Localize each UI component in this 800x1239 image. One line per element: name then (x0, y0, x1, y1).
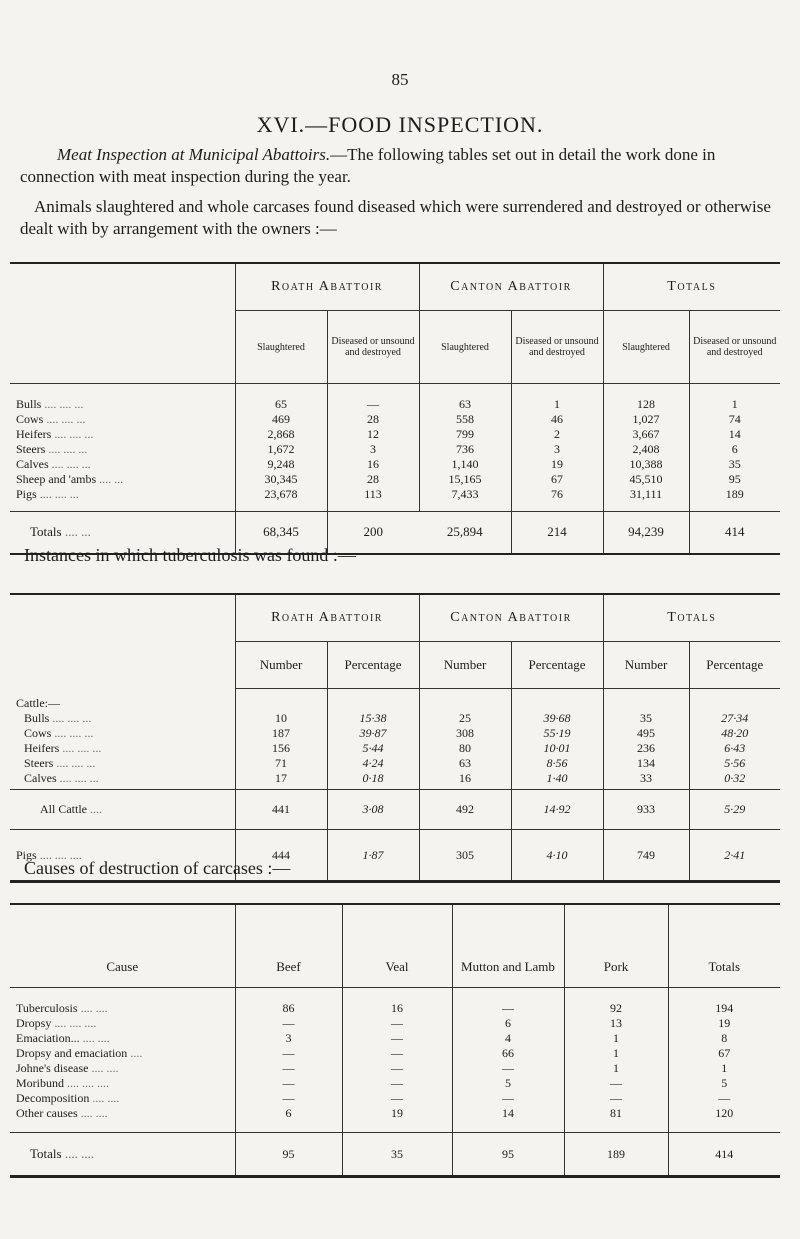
column-header: Slaughtered (603, 311, 689, 384)
cell: 414 (668, 1133, 780, 1177)
row-label: Totals .... .... (30, 1146, 95, 1161)
cell: 156 (235, 741, 327, 756)
table-corner (10, 594, 235, 689)
cell: 68,345 (235, 512, 327, 554)
cell: 17 (235, 771, 327, 786)
cell: 35 (603, 711, 689, 726)
row-label: Other causes .... .... (16, 1105, 108, 1120)
cell: 6 (235, 1106, 342, 1121)
cell: 63 (419, 756, 511, 771)
row-label: Dropsy .... .... .... (16, 1015, 97, 1030)
table-body (10, 384, 780, 512)
cell: 95 (689, 472, 780, 487)
cell: 67 (511, 472, 603, 487)
row-label: Decomposition .... .... (16, 1090, 120, 1105)
table-row (10, 741, 780, 756)
cell: 31,111 (603, 487, 689, 502)
row-label: Cows .... .... ... (16, 411, 86, 426)
row-label: Moribund .... .... .... (16, 1075, 109, 1090)
row-label: Dropsy and emaciation .... (16, 1045, 143, 1060)
group-header: Totals (603, 594, 780, 642)
cell: 189 (564, 1133, 668, 1177)
cell: 35 (689, 457, 780, 472)
section-heading: XVI.—FOOD INSPECTION. (256, 112, 544, 137)
cell: 94,239 (603, 512, 689, 554)
cell: 1 (564, 1061, 668, 1076)
table-row (10, 988, 780, 1016)
cell: 48·20 (689, 726, 780, 741)
cell: 8·56 (511, 756, 603, 771)
table-row (10, 1106, 780, 1121)
cell: 2·41 (689, 830, 780, 882)
cell: — (564, 1091, 668, 1106)
group-header: Canton Abattoir (419, 594, 603, 642)
column-header: Slaughtered (235, 311, 327, 384)
column-header: Cause (10, 904, 235, 988)
group-header: Roath Abattoir (235, 263, 419, 311)
cell: — (235, 1076, 342, 1091)
cell: 63 (419, 384, 511, 412)
cell: 134 (603, 756, 689, 771)
table-row (10, 442, 780, 457)
cell: — (342, 1016, 452, 1031)
table-row (10, 427, 780, 442)
cell: 80 (419, 741, 511, 756)
column-header: Diseased or unsound and destroyed (689, 311, 780, 384)
cell: 187 (235, 726, 327, 741)
cell: 469 (235, 412, 327, 427)
cell: — (452, 988, 564, 1016)
page-number: 85 (391, 70, 409, 89)
cell: 19 (511, 457, 603, 472)
row-label: Heifers .... .... ... (24, 740, 102, 755)
cell: 19 (668, 1016, 780, 1031)
cell: 441 (235, 790, 327, 830)
cell: 5·56 (689, 756, 780, 771)
cell: 7,433 (419, 487, 511, 502)
cell: 39·68 (511, 711, 603, 726)
row-label: Totals .... ... (30, 524, 91, 540)
cell: 13 (564, 1016, 668, 1031)
cell: 2,408 (603, 442, 689, 457)
cell: 189 (689, 487, 780, 502)
row-label: Calves .... .... ... (16, 456, 91, 471)
cell: 66 (452, 1046, 564, 1061)
slaughter-paragraph: Animals slaughtered and whole carcases found diseased which were surrendered and destroyed or otherwise dealt with by arrangement with the owners :— (20, 197, 771, 238)
cell: — (564, 1076, 668, 1091)
cell: 9,248 (235, 457, 327, 472)
cell: 5 (668, 1076, 780, 1091)
cell: 16 (327, 457, 419, 472)
group-header: Totals (603, 263, 780, 311)
cell: 16 (342, 988, 452, 1016)
cell: 28 (327, 412, 419, 427)
cell: 492 (419, 790, 511, 830)
cell: 305 (419, 830, 511, 882)
cell: 5·29 (689, 790, 780, 830)
all-cattle-row (10, 790, 780, 830)
cell: 14 (452, 1106, 564, 1121)
cell: 113 (327, 487, 419, 502)
destruction-caption: Causes of destruction of carcases :— (24, 858, 291, 878)
tuberculosis-caption: Instances in which tuberculosis was found :— (24, 545, 356, 565)
cell: — (327, 384, 419, 412)
cell: 76 (511, 487, 603, 502)
cell: — (342, 1076, 452, 1091)
cell: 45,510 (603, 472, 689, 487)
cell: 3 (327, 442, 419, 457)
cell: — (668, 1091, 780, 1106)
cell: 1,140 (419, 457, 511, 472)
table-row (10, 756, 780, 771)
causes-table (10, 903, 780, 1178)
cell: 0·18 (327, 771, 419, 786)
table-row (10, 1091, 780, 1106)
cell: 3,667 (603, 427, 689, 442)
section-row (10, 689, 780, 711)
cell: 6 (452, 1016, 564, 1031)
cell: 92 (564, 988, 668, 1016)
table-body (10, 988, 780, 1133)
cell: 4·24 (327, 756, 419, 771)
cell: 10,388 (603, 457, 689, 472)
row-label: Emaciation... .... .... (16, 1030, 110, 1045)
column-header: Veal (342, 904, 452, 988)
cell: 46 (511, 412, 603, 427)
cell: 35 (342, 1133, 452, 1177)
cell: 128 (603, 384, 689, 412)
column-header: Percentage (327, 642, 419, 689)
cell: 194 (668, 988, 780, 1016)
cell: 67 (668, 1046, 780, 1061)
table-row (10, 384, 780, 412)
cell: — (235, 1091, 342, 1106)
cell: 1 (564, 1031, 668, 1046)
cell: 25 (419, 711, 511, 726)
cell: 25,894 (446, 524, 483, 540)
cell: 6·43 (689, 741, 780, 756)
column-header: Number (235, 642, 327, 689)
group-header: Canton Abattoir (419, 263, 603, 311)
column-header: Pork (564, 904, 668, 988)
cell: 2 (511, 427, 603, 442)
cell: 16 (419, 771, 511, 786)
cell: 95 (235, 1133, 342, 1177)
cell: 1 (689, 384, 780, 412)
slaughter-table (10, 262, 780, 555)
table-row (10, 726, 780, 741)
cell: 3·08 (327, 790, 419, 830)
cell: 736 (419, 442, 511, 457)
cell: 33 (603, 771, 689, 786)
table-row (10, 771, 780, 786)
cell: 14 (689, 427, 780, 442)
cell: 3 (235, 1031, 342, 1046)
column-header: Totals (668, 904, 780, 988)
cell: 30,345 (235, 472, 327, 487)
table-row (10, 1031, 780, 1046)
intro-italic-title: Meat Inspection at Municipal Abattoirs. (57, 145, 331, 164)
intro-paragraph (20, 144, 780, 188)
table-row (10, 1076, 780, 1091)
table-row (10, 711, 780, 726)
row-label: Sheep and 'ambs .... ... (16, 471, 124, 486)
row-label: Cows .... .... ... (24, 725, 94, 740)
cell: 12 (327, 427, 419, 442)
column-header: Percentage (689, 642, 780, 689)
cell: 558 (419, 412, 511, 427)
cell: 1·87 (327, 830, 419, 882)
intro-text: —The following tables set out in detail the work done in connection with meat inspection during the year. (20, 145, 716, 186)
table-corner (10, 263, 235, 384)
cell: — (235, 1016, 342, 1031)
cell: 0·32 (689, 771, 780, 786)
section-label: Cattle:— (16, 695, 60, 710)
row-label: Bulls .... .... ... (16, 396, 84, 411)
cell: 27·34 (689, 711, 780, 726)
cell: 1 (564, 1046, 668, 1061)
cell: 23,678 (235, 487, 327, 502)
cell: 10·01 (511, 741, 603, 756)
cell: 414 (689, 512, 780, 554)
table-row (10, 412, 780, 427)
cell: 749 (603, 830, 689, 882)
cell: 1·40 (511, 771, 603, 786)
cell: 1,672 (235, 442, 327, 457)
cell: 200 (327, 512, 419, 554)
cell: 933 (603, 790, 689, 830)
cell: 14·92 (511, 790, 603, 830)
cell: — (342, 1091, 452, 1106)
cell: 39·87 (327, 726, 419, 741)
cell: 5·44 (327, 741, 419, 756)
column-header: Number (603, 642, 689, 689)
cell: — (342, 1061, 452, 1076)
cell: 1 (668, 1061, 780, 1076)
cell: — (235, 1061, 342, 1076)
column-header: Percentage (511, 642, 603, 689)
row-label: Johne's disease .... .... (16, 1060, 119, 1075)
cell: 74 (689, 412, 780, 427)
column-header: Slaughtered (419, 311, 511, 384)
cell: 236 (603, 741, 689, 756)
column-header: Beef (235, 904, 342, 988)
cell: 3 (511, 442, 603, 457)
row-label: Steers .... .... ... (16, 441, 88, 456)
table-row (10, 1016, 780, 1031)
row-label: Tuberculosis .... .... (16, 1000, 108, 1015)
cell: — (342, 1031, 452, 1046)
cell: — (452, 1091, 564, 1106)
cell: 81 (564, 1106, 668, 1121)
cell: 4·10 (511, 830, 603, 882)
table-row (10, 472, 780, 487)
cell: 86 (235, 988, 342, 1016)
cell: 15·38 (327, 711, 419, 726)
cell: 15,165 (419, 472, 511, 487)
table-row (10, 1061, 780, 1076)
cell: 8 (668, 1031, 780, 1046)
cell: 95 (452, 1133, 564, 1177)
cell: 308 (419, 726, 511, 741)
cell: 19 (342, 1106, 452, 1121)
cell: 65 (235, 384, 327, 412)
table-body (10, 711, 780, 790)
cell: 1 (511, 384, 603, 412)
cell: 55·19 (511, 726, 603, 741)
cell: — (235, 1046, 342, 1061)
cell: 799 (419, 427, 511, 442)
table-row (10, 487, 780, 502)
tuberculosis-table (10, 593, 780, 883)
row-label: Calves .... .... ... (24, 770, 99, 785)
cell: 4 (452, 1031, 564, 1046)
cell: 120 (668, 1106, 780, 1121)
column-header: Diseased or unsound and destroyed (327, 311, 419, 384)
cell: 28 (327, 472, 419, 487)
table-row (10, 457, 780, 472)
table-row (10, 1046, 780, 1061)
column-header: Diseased or unsound and destroyed (511, 311, 603, 384)
row-label: Bulls .... .... ... (24, 710, 92, 725)
row-label: Steers .... .... ... (24, 755, 96, 770)
cell: 2,868 (235, 427, 327, 442)
cell: 5 (452, 1076, 564, 1091)
cell: 214 (511, 512, 603, 554)
cell: 6 (689, 442, 780, 457)
cell: 10 (235, 711, 327, 726)
cell: 495 (603, 726, 689, 741)
row-label: Pigs .... .... ... (16, 486, 79, 501)
column-header: Mutton and Lamb (452, 904, 564, 988)
cell: 444 (235, 830, 327, 882)
column-header: Number (419, 642, 511, 689)
cell: 1,027 (603, 412, 689, 427)
row-label: Heifers .... .... ... (16, 426, 94, 441)
cell: — (452, 1061, 564, 1076)
group-header: Roath Abattoir (235, 594, 419, 642)
totals-row (10, 1133, 780, 1177)
cell: 71 (235, 756, 327, 771)
row-label: All Cattle .... (40, 802, 102, 816)
cell: — (342, 1046, 452, 1061)
row-label: Pigs .... .... .... (16, 847, 82, 862)
